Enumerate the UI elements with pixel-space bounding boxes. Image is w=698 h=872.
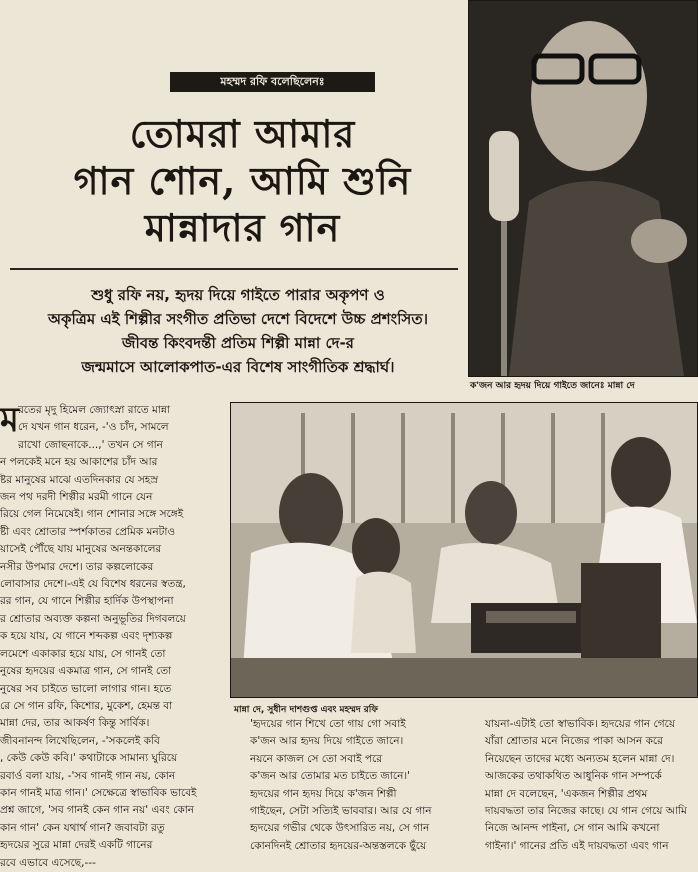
headline-line-1: তোমরা আমার [129, 111, 356, 156]
article-headline [20, 110, 465, 251]
article-intro [12, 283, 464, 379]
body-line: র শ্রোতার অব্যক্ত কল্পনা অনুভূতির দিগবলয়ে [0, 612, 186, 625]
body-line: ক হয়ে যায়, যে গানে শব্দকল্প এবং দৃশ্যকল্প [0, 630, 173, 643]
body-line: রে সে গান রফি, কিশোর, মুকেশ, হেমন্ত বা [0, 699, 173, 712]
body-line: রাখো জোছনাকে...,' তখন সে গান [18, 438, 163, 451]
body-line: রিয়ে গেল নিমেষেই। গান শোনার সঙ্গে সঙ্গেই [0, 508, 184, 521]
body-line: নিজে আনন্দ পাইনা, সে গান আমি কখনো [485, 822, 660, 835]
body-line: , কেউ কেউ কবি।' কথাটাকে সামান্য ঘুরিয়ে [0, 752, 178, 765]
body-line: হৃদয়ের গভীর থেকে উৎসারিত নয়, সে গান [250, 822, 430, 835]
body-line: কান গানই মাত্র গান।' সেক্ষেত্রে স্বাভাবিক ভাবেই [0, 786, 197, 799]
body-line: ষ্টর মানুষের মাঝে এতদিনকার যে সহস্র [0, 473, 159, 486]
singer-photo [468, 0, 698, 377]
body-line: ক'জন আর তোমার মত চাইতে জানে।' [250, 770, 410, 783]
body-line: আজকের তথাকথিত আধুনিক গান সম্পর্কে [485, 770, 662, 783]
headline-line-3: মান্নাদার গান [144, 205, 341, 250]
body-line: হৃদয়ের গান হৃদয় দিয়ে ক'জন শিল্পী [250, 787, 397, 800]
intro-line: জীবন্ত কিংবদন্তী প্রতিম শিল্পী মান্না দে-র [122, 334, 354, 352]
group-photo-illustration [231, 403, 697, 697]
body-line: জন পথ দরদী শিল্পীর মরমী গানে যেন [0, 491, 153, 504]
singer-photo-illustration [469, 1, 697, 376]
body-line: দায়বদ্ধতা তার নিজের কাছে। যে গান গেয়ে আমি [485, 805, 687, 818]
body-line: কোনদিনই শ্রোতার হৃদয়ের-অন্তস্তলকে ছুঁয়ে [250, 839, 427, 852]
intro-line: অকৃত্রিম এই শিল্পীর সংগীত প্রতিভা দেশে বিদেশে উচ্চ প্রশংসিত। [48, 310, 428, 328]
body-line: গাইছেন, সেটা সত্যিই ভাববার। আর যে গান [250, 805, 432, 818]
body-line: রর গান, যে গানে শিল্পীর হার্দিক উপস্থাপনা [0, 595, 174, 608]
group-photo-caption: মান্না দে, সুধীন দাশগুপ্ত এবং মহম্মদ রফি [234, 705, 378, 715]
body-line: ন পলকেই মনে হয় আকাশের চাঁদ আর [0, 456, 158, 469]
body-line: নয়নে কাজল সে তো সবাই পরে [250, 752, 383, 765]
headline-divider [10, 268, 458, 270]
body-line: রবার্ও বলা যায়, -'সব গানই গান নয়, কোন [0, 769, 176, 782]
headline-line-2: গান শোন, আমি শুনি [73, 158, 412, 203]
singer-photo-caption: ক'জন আর হৃদয় দিয়ে গাইতে জানেঃ মান্না দে [470, 381, 635, 391]
body-line: যায়না-এটাই তো স্বাভাবিক। হৃদয়ের গান গেয়ে [485, 718, 676, 730]
drop-cap: ম [0, 400, 19, 440]
body-line: জীবনানন্দ লিখেছিলেন, -'সকলেই কবি [0, 734, 160, 747]
body-line: লমেশে একাকার হয়ে যায়, সে গানই তো [0, 647, 166, 660]
group-photo [230, 402, 698, 698]
body-line: ক'জন আর হৃদয় দিয়ে গাইতে জানে। [250, 735, 404, 748]
body-column-1 [0, 402, 228, 869]
body-line: য়াসেই পৌঁছে যায় মানুষের অনন্তকালের [0, 543, 162, 556]
body-line: গাইনা।' গানের প্রতি এই দায়বদ্ধতা এবং গান [485, 839, 669, 852]
body-line: হৃদয়ের সুরে মান্না দেরই একটি গানের [0, 839, 153, 852]
body-line: লোবাসার দেশে।-এই যে বিশেষ ধরনের স্বতন্ত্র, [0, 578, 186, 591]
body-line: নসীর উপমার দেশে। তার কল্পলোকের [0, 560, 154, 573]
intro-line: জন্মমাসে আলোকপাত-এর বিশেষ সাংগীতিক শ্রদ্ধার্ঘ। [81, 358, 395, 376]
body-line: 'হৃদয়ের গান শিখে তো গায় গো সবাই [250, 718, 406, 730]
body-column-3 [485, 716, 696, 855]
body-line: নুষের হৃদয়ের একমাত্র গান, সে গানই তো [0, 665, 172, 678]
body-line: মান্না দের, তার আকর্ষণ কিন্তু সার্বিক। [0, 717, 150, 730]
body-line: নুষের সব চাইতে ভালো লাগার গান। হতে [0, 682, 172, 695]
body-line: কান গান' কেন যথার্থ গান? জবাবটা রতু [0, 821, 165, 834]
body-line: মান্না দে বলেছেন, 'একজন শিল্পীর প্রথম [485, 787, 648, 800]
intro-line: শুধু রফি নয়, হৃদয় দিয়ে গাইতে পারার অকৃপণ ও [91, 286, 385, 304]
body-line: নিয়েছেন তাদের মধ্যে অন্যতম হলেন মান্না দে। [485, 752, 675, 765]
body-line: যাঁরা শ্রোতার মনে নিজের পাকা আসন করে [485, 735, 663, 748]
body-line: প্রশ্ন জাগে, 'সব গানই কেন গান নয়' এবং কোন [0, 804, 195, 817]
body-line: রবে এভাবে এসেছে,--- [0, 856, 96, 869]
body-line: ষ্টী এবং শ্রোতার স্পর্শকাতর প্রেমিক মনটাও [0, 525, 176, 538]
body-line: দে যখন গান ধরেন, -'ও চাঁদ, সামলে [18, 421, 169, 434]
body-column-2 [250, 716, 472, 855]
article-kicker: মহম্মদ রফি বলেছিলেনঃ [170, 72, 375, 92]
body-line: রতের মৃদু হিমেল জ্যোৎস্না রাতে মান্না [18, 404, 170, 416]
